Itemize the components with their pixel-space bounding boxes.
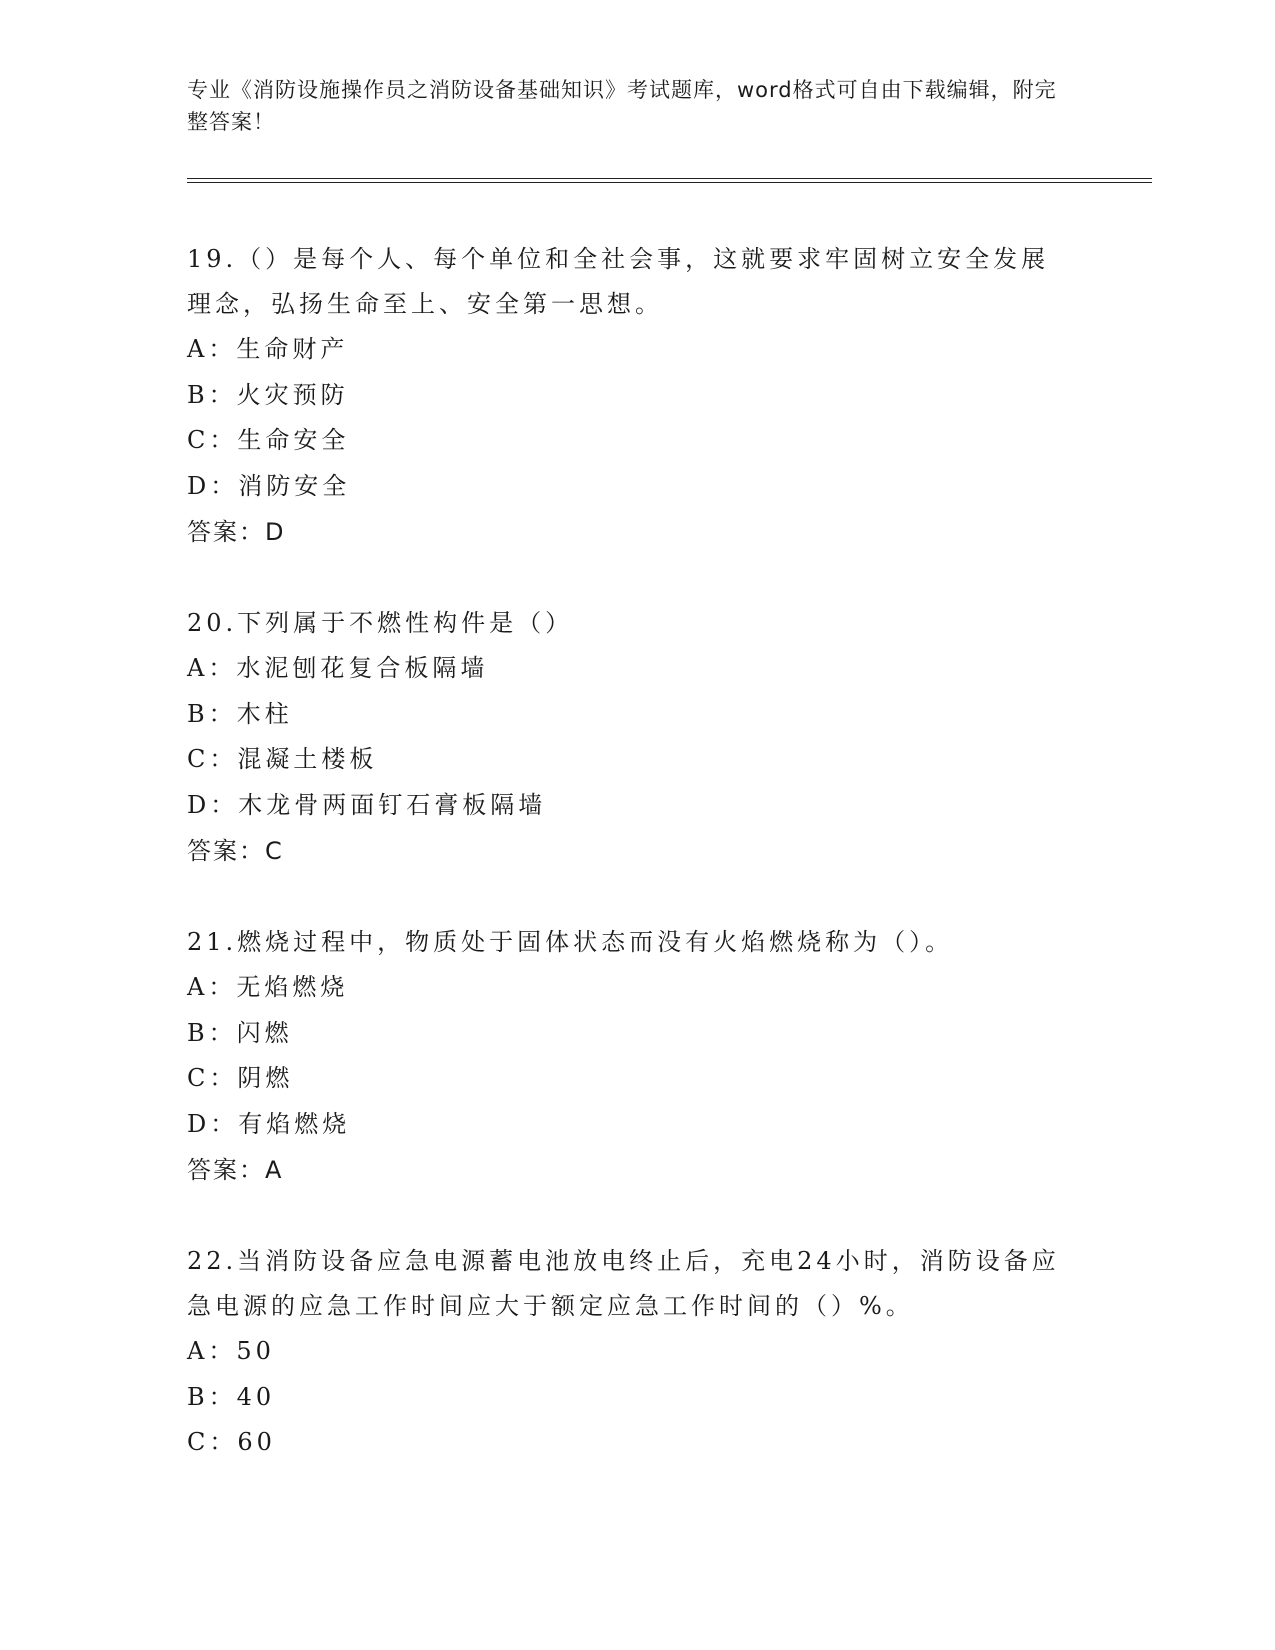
question-stem: 19.（）是每个人、每个单位和全社会事，这就要求牢固树立安全发展理念，弘扬生命至上、安全第一思想。 xyxy=(187,245,1050,318)
answer: 答案：C xyxy=(187,837,284,865)
option-d: D：消防安全 xyxy=(187,471,351,500)
document-intro: 专业《消防设施操作员之消防设备基础知识》考试题库，word格式可自由下载编辑，附完整答案！ xyxy=(187,78,1057,134)
header-divider xyxy=(187,178,1152,183)
option-d: D：有焰燃烧 xyxy=(187,1109,351,1138)
question-22 xyxy=(187,1239,1067,1466)
option-b: B：火灾预防 xyxy=(187,380,349,409)
question-21 xyxy=(187,920,1067,1193)
option-a: A：水泥刨花复合板隔墙 xyxy=(187,654,489,682)
question-20 xyxy=(187,601,1067,874)
option-c: C：阴燃 xyxy=(187,1064,294,1092)
option-a: A：无焰燃烧 xyxy=(187,973,349,1001)
option-d: D：木龙骨两面钉石膏板隔墙 xyxy=(187,790,547,819)
answer: 答案：A xyxy=(187,1156,284,1184)
option-c: C：生命安全 xyxy=(187,426,350,454)
answer: 答案：D xyxy=(187,518,286,546)
option-a: A：50 xyxy=(187,1337,275,1365)
option-c: C：60 xyxy=(187,1428,276,1456)
question-stem: 22.当消防设备应急电源蓄电池放电终止后，充电24小时，消防设备应急电源的应急工作时间应大于额定应急工作时间的（）%。 xyxy=(187,1247,1060,1320)
question-stem: 20.下列属于不燃性构件是（） xyxy=(187,609,574,637)
question-stem: 21.燃烧过程中，物质处于固体状态而没有火焰燃烧称为（）。 xyxy=(187,928,954,956)
option-b: B：40 xyxy=(187,1382,276,1411)
option-b: B：闪燃 xyxy=(187,1018,293,1047)
question-19 xyxy=(187,237,1067,555)
option-b: B：木柱 xyxy=(187,699,293,728)
document-page xyxy=(187,74,1152,1456)
option-c: C：混凝土楼板 xyxy=(187,745,378,773)
option-a: A：生命财产 xyxy=(187,335,349,363)
